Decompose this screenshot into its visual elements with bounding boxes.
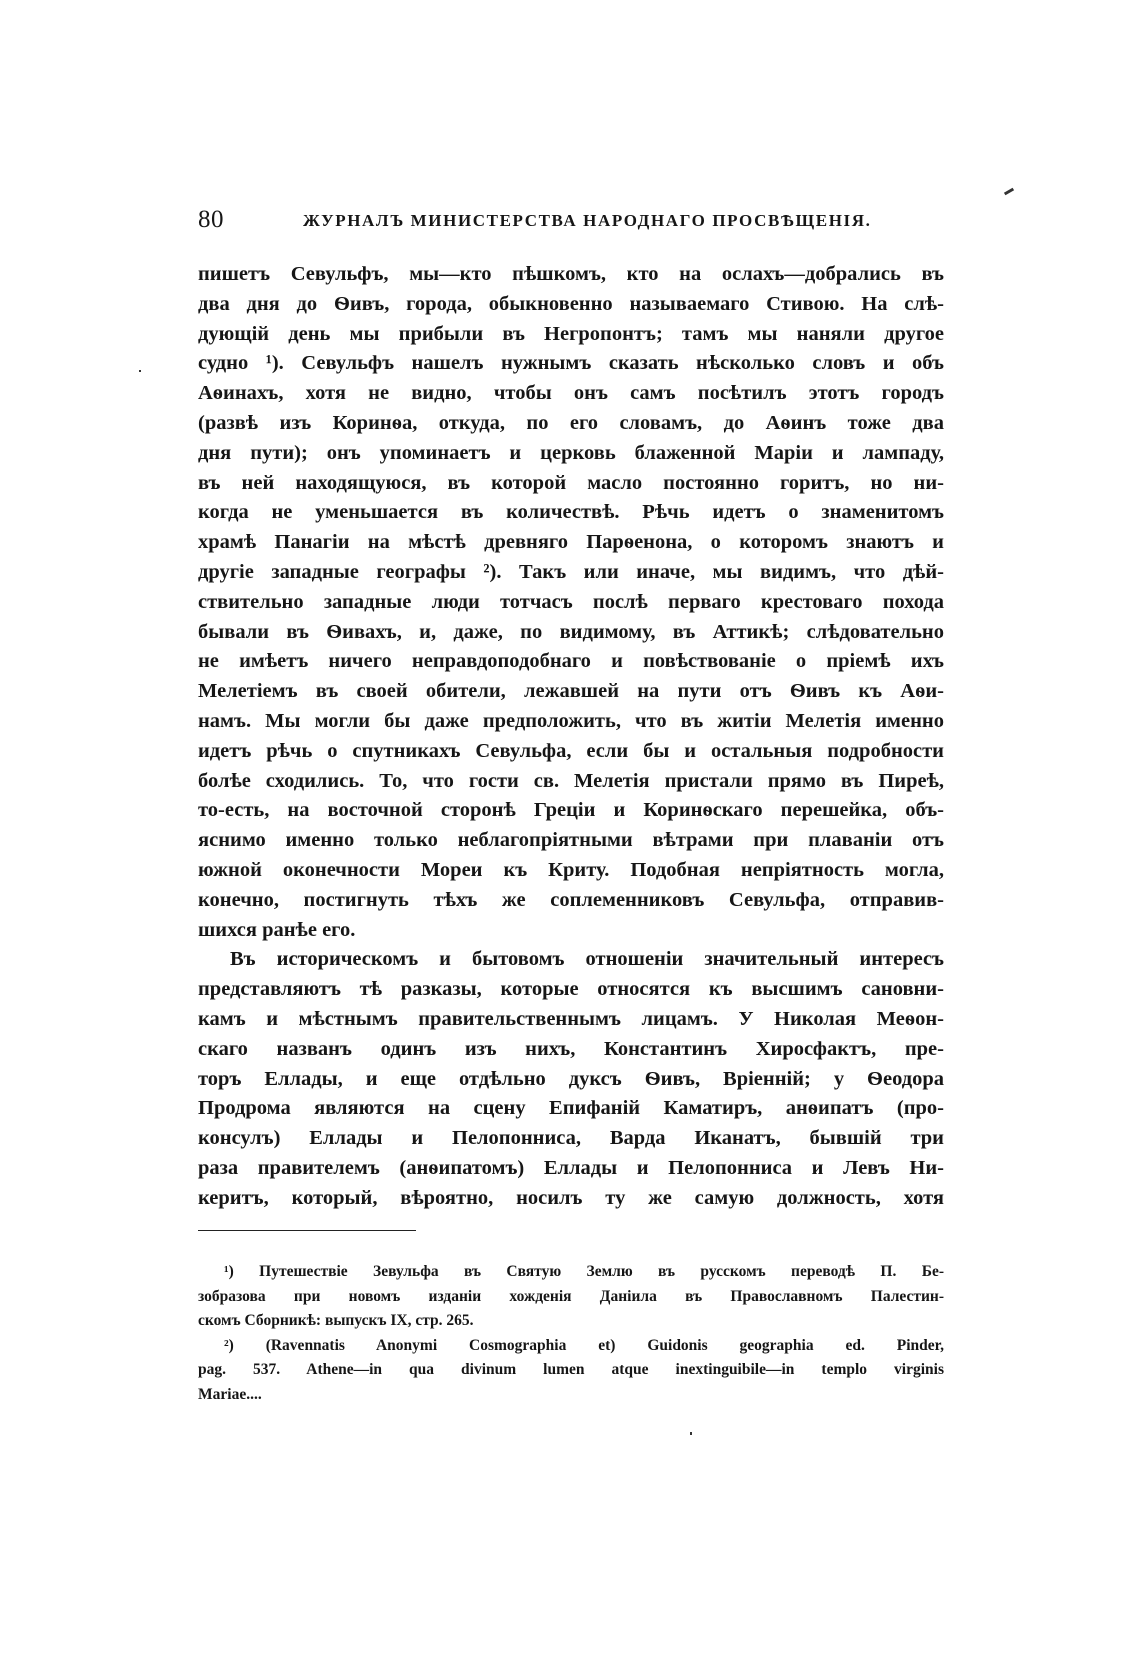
text-line: болѣе сходились. То, что гости св. Мелетія пристали прямо въ Пиреѣ, bbox=[198, 769, 944, 792]
body-text bbox=[198, 260, 944, 1214]
running-title: ЖУРНАЛЪ МИНИСТЕРСТВА НАРОДНАГО ПРОСВѢЩЕНІЯ. bbox=[303, 211, 872, 230]
text-line: бывали въ Ѳивахъ, и, даже, по видимому, въ Аттикѣ; слѣдовательно bbox=[198, 620, 944, 643]
bottom-speck bbox=[690, 1432, 692, 1435]
text-line: яснимо именно только неблагопріятными вѣтрами при плаваніи отъ bbox=[198, 829, 944, 852]
footnote-line: ¹) Путешествіе Зевульфа въ Святую Землю въ русскомъ переводѣ П. Бе- bbox=[224, 1263, 944, 1280]
footnotes bbox=[198, 1260, 944, 1407]
text-line: консулъ) Еллады и Пелопонниса, Варда Иканатъ, бывшій три bbox=[198, 1127, 944, 1150]
text-line: два дня до Ѳивъ, города, обыкновенно называемаго Стивою. На слѣ- bbox=[198, 292, 944, 315]
footnote-line: pag. 537. Athene—in qua divinum lumen atque inextinguibile—in templo virginis bbox=[198, 1361, 944, 1378]
paragraph-2 bbox=[198, 945, 944, 1213]
text-line: когда не уменьшается въ количествѣ. Рѣчь идетъ о знаменитомъ bbox=[198, 501, 944, 524]
footnote-line: скомъ Сборникѣ: выпускъ IX, стр. 265. bbox=[198, 1312, 474, 1329]
text-line: скаго названъ одинъ изъ нихъ, Константинъ Хиросфактъ, пре- bbox=[198, 1037, 944, 1060]
text-line: представляютъ тѣ разказы, которые относятся къ высшимъ сановни- bbox=[198, 978, 944, 1001]
paragraph-1 bbox=[198, 260, 944, 945]
text-line: конечно, постигнуть тѣхъ же соплеменниковъ Севульфа, отправив- bbox=[198, 888, 944, 911]
margin-mark bbox=[1004, 188, 1014, 196]
text-line: не имѣетъ ничего неправдоподобнаго и повѣствованіе о пріемѣ ихъ bbox=[198, 650, 944, 673]
footnote-line: зобразова при новомъ изданіи хожденія Даніила въ Православномъ Палестин- bbox=[198, 1287, 944, 1305]
text-line: Аѳинахъ, хотя не видно, чтобы онъ самъ посѣтилъ этотъ городъ bbox=[198, 382, 944, 405]
text-line: ствительно западные люди тотчасъ послѣ перваго крестоваго похода bbox=[198, 590, 944, 613]
text-line: Продрома являются на сцену Епифаній Каматиръ, анѳипатъ (про- bbox=[198, 1097, 944, 1120]
footnote-line: ²) (Ravennatis Anonymi Cosmographia et) Guidonis geographia ed. Pinder, bbox=[224, 1336, 944, 1354]
page-header bbox=[198, 206, 944, 240]
text-line: раза правителемъ (анѳипатомъ) Еллады и Пелопонниса и Левъ Ни- bbox=[198, 1156, 944, 1179]
text-line: идетъ рѣчь о спутникахъ Севульфа, если бы и остальныя подробности bbox=[198, 739, 944, 762]
text-line: пишетъ Севульфъ, мы—кто пѣшкомъ, кто на ослахъ—добрались въ bbox=[198, 263, 944, 285]
text-line: Въ историческомъ и бытовомъ отношеніи значительный интересъ bbox=[230, 948, 944, 971]
text-line: дующій день мы прибыли въ Негропонтъ; тамъ мы наняли другое bbox=[198, 322, 944, 345]
text-line: торъ Еллады, и еще отдѣльно дуксъ Ѳивъ, Вріенній; у Ѳеодора bbox=[198, 1067, 944, 1090]
footnote-1 bbox=[198, 1260, 944, 1334]
text-line: храмѣ Панагіи на мѣстѣ древняго Парѳенона, о которомъ знаютъ и bbox=[198, 531, 944, 554]
footnote-divider bbox=[198, 1230, 416, 1231]
footnote-line: Mariae.... bbox=[198, 1385, 262, 1403]
text-line: дня пути); онъ упоминаетъ и церковь блаженной Маріи и лампаду, bbox=[198, 441, 944, 464]
text-line: Мелетіемъ въ своей обители, лежавшей на пути отъ Ѳивъ къ Аѳи- bbox=[198, 680, 944, 703]
footnote-2 bbox=[198, 1334, 944, 1408]
text-line: камъ и мѣстнымъ правительственнымъ лицамъ. У Николая Меѳон- bbox=[198, 1007, 944, 1030]
margin-speck bbox=[139, 370, 141, 372]
text-line: другіе западные географы ²). Такъ или иначе, мы видимъ, что дѣй- bbox=[198, 560, 944, 583]
text-line: судно ¹). Севульфъ нашелъ нужнымъ сказать нѣсколько словъ и объ bbox=[198, 352, 944, 375]
text-line: (развѣ изъ Коринѳа, откуда, по его словамъ, до Аѳинъ тоже два bbox=[198, 411, 944, 434]
text-line: то-есть, на восточной сторонѣ Греціи и Коринѳскаго перешейка, объ- bbox=[198, 799, 944, 822]
text-line: намъ. Мы могли бы даже предположить, что въ житіи Мелетія именно bbox=[198, 709, 944, 732]
text-line: южной оконечности Мореи къ Криту. Подобная непріятность могла, bbox=[198, 858, 944, 881]
text-line: керитъ, который, вѣроятно, носилъ ту же самую должность, хотя bbox=[198, 1186, 944, 1209]
text-line: шихся ранѣе его. bbox=[198, 918, 356, 941]
page-number: 80 bbox=[198, 206, 224, 233]
text-line: въ ней находящуюся, въ которой масло постоянно горитъ, но ни- bbox=[198, 471, 944, 494]
